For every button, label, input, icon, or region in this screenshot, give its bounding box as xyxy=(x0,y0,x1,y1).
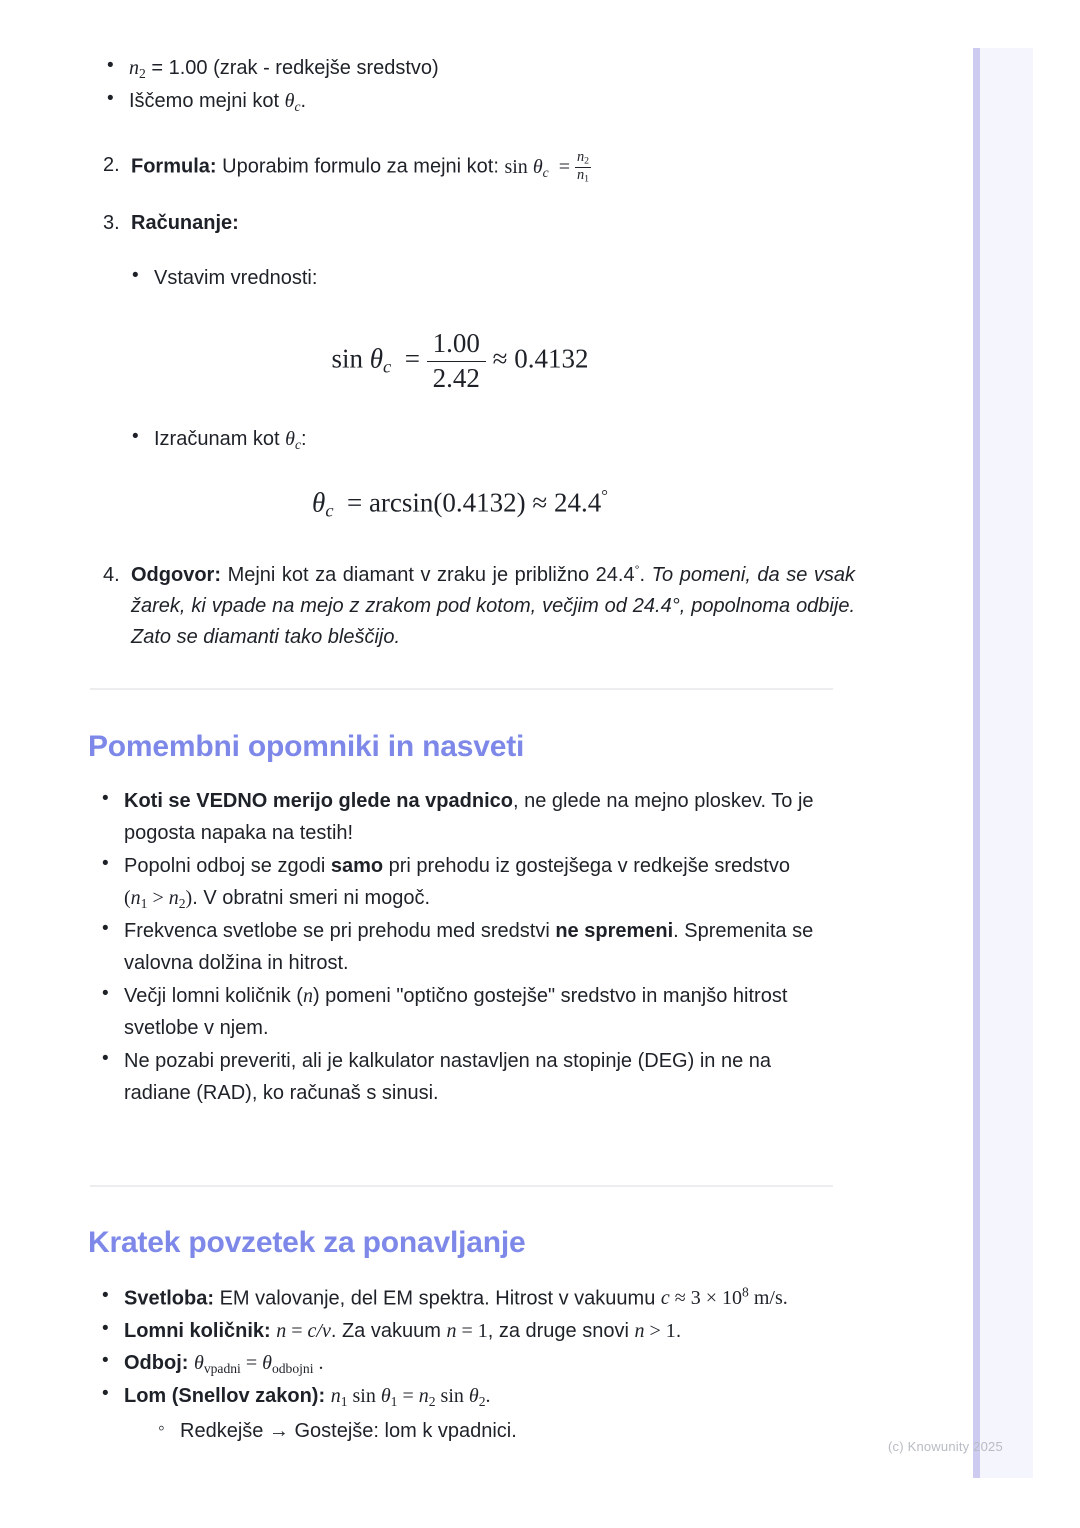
section-heading-summary: Kratek povzetek za ponavljanje xyxy=(88,1226,526,1259)
inequality-n1-n2: (n1 > n2) xyxy=(124,887,193,911)
premise-goal-post: . xyxy=(300,89,307,112)
watermark: (c) Knowunity 2025 xyxy=(888,1439,1003,1454)
refractive-index-symbol: n xyxy=(302,984,313,1007)
step-number: 3. xyxy=(103,212,120,234)
calc-angle-pre: Izračunam kot xyxy=(154,428,286,450)
list-item xyxy=(103,85,863,118)
list-item xyxy=(103,52,863,85)
premise-theta-c: $\theta_c$ xyxy=(284,89,301,114)
answer-plain: Mejni kot za diamant v zraku je približno 24.4 xyxy=(227,564,635,586)
premise-n2-math: n2 xyxy=(129,57,146,81)
right-side-accent-bar xyxy=(973,48,980,1478)
list-item xyxy=(128,423,888,456)
summary-2-mid2: , za druge snovi xyxy=(487,1319,629,1342)
list-item xyxy=(98,915,843,980)
summary-2-mid: . Za vakuum xyxy=(330,1319,441,1342)
list-item xyxy=(98,980,843,1045)
tip-2-tail: . V obratni smeri ni mogoč. xyxy=(192,887,431,910)
section-divider xyxy=(90,688,833,690)
section-heading-tips: Pomembni opomniki in nasveti xyxy=(88,730,525,763)
summary-4-label: Lom (Snellov zakon): xyxy=(124,1385,326,1408)
tip-4-rest: ) pomeni "optično gostejše" sredstvo in manjšo hitrost svetlobe v njem. xyxy=(124,984,788,1040)
right-side-panel xyxy=(973,48,1033,1478)
snell-critical-angle-formula: $\sin \theta_c$ = $\frac{n2}{n1}$ xyxy=(504,149,590,185)
speed-of-light-math: $c \approx 3 \times 10^8$ m/s. xyxy=(660,1285,788,1310)
theta-c-symbol: $\theta_c$ xyxy=(285,428,302,452)
list-item: • Vstavim vrednosti: xyxy=(128,262,888,294)
equation-theta-c-arcsin: $\theta_c = \arcsin(0.4132) \approx 24.4^\circ$ xyxy=(312,486,608,521)
summary-4-subitems xyxy=(124,1415,858,1447)
step-2-formula xyxy=(95,150,885,185)
step-4-answer xyxy=(95,560,855,653)
premise-n2-text: = 1.00 (zrak - redkejše sredstvo) xyxy=(145,57,439,79)
premises-list xyxy=(103,52,863,118)
step-3-bullet-2 xyxy=(128,423,888,456)
tips-list xyxy=(98,785,843,1109)
tip-3-bold: ne spremeni xyxy=(555,919,674,942)
list-item: • Ne pozabi preveriti, ali je kalkulator nastavljen na stopinje (DEG) in ne na radiane (RAD), ko računaš s sinusi. xyxy=(98,1045,843,1110)
equation-sin-theta-c: $\sin \theta_c$ = $\frac{1.00}{2.42}$ ≈ 0.4132 xyxy=(331,328,589,393)
other-media-index-value: n > 1 xyxy=(634,1319,676,1342)
step-label: Računanje: xyxy=(131,212,239,234)
step-3-bullet-1 xyxy=(128,262,888,294)
summary-2-tail: . xyxy=(675,1319,682,1342)
list-item xyxy=(98,1347,858,1380)
tip-2-rest: pri prehodu iz gostejšega v redkejše sredstvo xyxy=(383,854,790,877)
ordered-list-item xyxy=(95,150,885,185)
section-divider xyxy=(90,1185,833,1187)
step-label: Formula: xyxy=(131,155,217,178)
summary-2-label: Lomni količnik: xyxy=(124,1319,271,1342)
tip-3-rest: . Spremenita se valovna dolžina in hitrost. xyxy=(124,919,814,975)
tip-1-rest: , ne glede na mejno ploskev. To je pogosta napaka na testih! xyxy=(124,790,814,845)
step-number: 4. xyxy=(103,564,120,586)
summary-3-label: Odboj: xyxy=(124,1352,189,1375)
answer-explanation: To pomeni, da se vsak žarek, ki vpade na mejo z zrakom pod kotom, večjim od 24.4°, popolnoma odbije. Zato se diamanti tako bleščijo. xyxy=(131,564,856,648)
summary-1-text: EM valovanje, del EM spektra. Hitrost v vakuumu xyxy=(219,1287,656,1310)
step-3-calculation xyxy=(95,208,885,239)
list-item xyxy=(98,1315,858,1347)
list-item: ◦ Redkejše → Gostejše: lom k vpadnici. xyxy=(154,1415,858,1447)
tip-4-pre: Večji lomni količnik ( xyxy=(124,984,303,1007)
ordered-list-item xyxy=(95,560,855,653)
list-item xyxy=(98,850,843,915)
step-number: 2. xyxy=(103,154,120,176)
calc-angle-post: : xyxy=(301,428,307,450)
snells-law-math: n1 sin θ1 = n2 sin θ2. xyxy=(330,1385,491,1409)
list-item xyxy=(98,785,843,850)
step-label: Odgovor: xyxy=(131,564,221,586)
tip-3-pre: Frekvenca svetlobe se pri prehodu med sredstvi xyxy=(124,919,556,942)
tip-1-bold: Koti se VEDNO merijo glede na vpadnico xyxy=(124,790,513,812)
ordered-list-item xyxy=(95,208,885,239)
list-item xyxy=(98,1282,858,1315)
list-item xyxy=(98,1380,858,1447)
tip-2-bold: samo xyxy=(330,854,384,877)
refractive-index-definition: n = c/v xyxy=(276,1319,331,1342)
reflection-law-math: θvpadni = θodbojni . xyxy=(194,1352,324,1377)
step-text: Uporabim formulo za mejni kot: xyxy=(222,155,499,178)
degree-symbol: ° xyxy=(634,562,640,577)
premise-goal-pre: Iščemo mejni kot xyxy=(129,89,285,112)
vacuum-index-value: n = 1 xyxy=(446,1319,488,1342)
fraction: $\frac{1.00}{2.42}$ xyxy=(427,328,486,395)
tip-2-pre: Popolni odboj se zgodi xyxy=(124,854,331,877)
summary-list xyxy=(98,1282,858,1447)
answer-period: . xyxy=(639,564,646,586)
summary-1-label: Svetloba: xyxy=(124,1287,215,1310)
